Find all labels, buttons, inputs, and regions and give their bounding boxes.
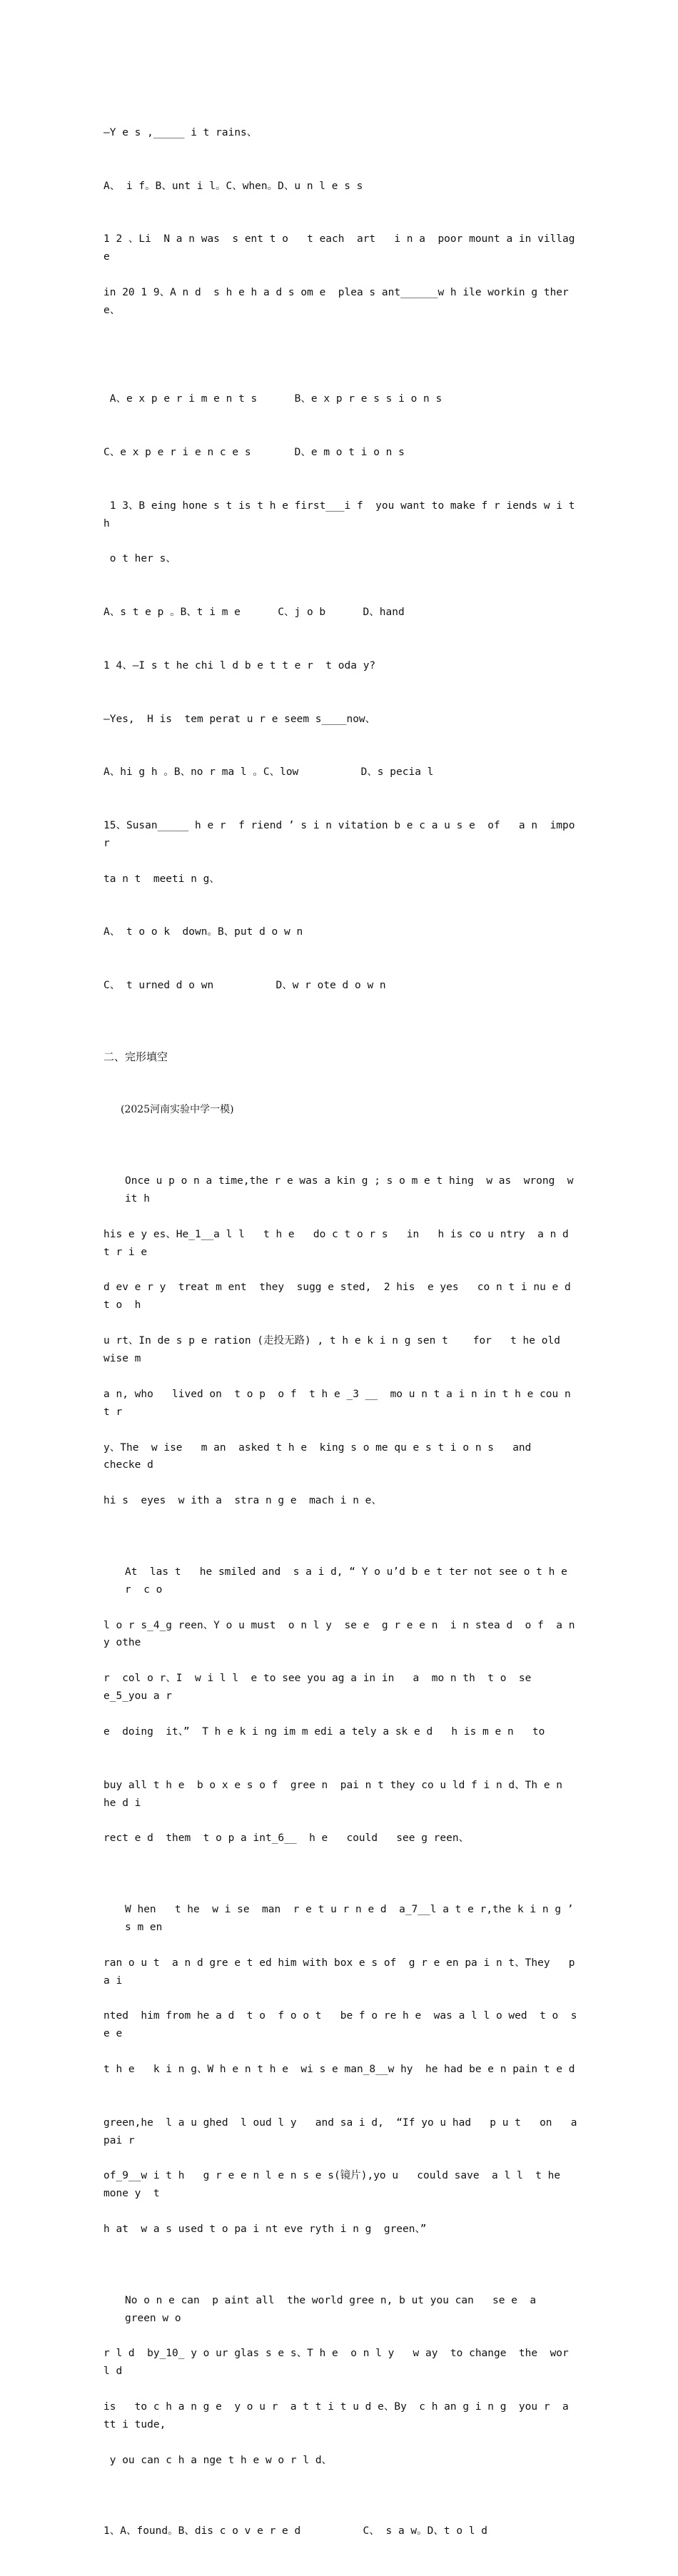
passage-line: buy all t h e b o x e s o f gree n pai n t they co u ld f i n d、Th e n he d i [103,1779,569,1809]
passage-line: his e y es、He_1__a l l t h e do c t o r s in h is co u ntry a n d t r i e [103,1228,587,1258]
passage-line: y ou can c h a nge t h e w o r l d、 [103,2454,333,2466]
text-line: A、 t o o k down。B、put d o w n [103,926,303,938]
passage-line: is to c h a n g e y o u r a t t i t u d e、By c h an g i n g you r a tt i tude, [103,2401,575,2431]
document-body [103,88,590,2576]
text-line: —Yes, H is tem perat u r e seem s____now、 [103,713,376,725]
passage-line: t h e k i n g、W h e n t h e wi s e man_8__w hy he had be e n pain t e d [103,2064,575,2076]
passage-line: W hen t he w i se man r e t u r n e d a_7__l a t e r,the k i n g ’ s m en [125,1903,580,1933]
section-title: 二、完形填空 [103,1050,168,1063]
passage-line: At las t he smiled and s a i d, “ Y o u’d b e t ter not see o t h e r c o [125,1566,574,1596]
text-line: —Y e s ,_____ i t rains、 [103,126,258,138]
text-line: 1 4、—I s t he chi l d b e t t e r t oda y? [103,659,376,671]
passage-line: No o n e can p aint all the world gree n, b ut you can se e a green w o [125,2294,549,2324]
answer-options-line: 1、A、found。B、dis c o v e r e d C、 s a w。D、t o l d [103,2525,487,2537]
text-line: A、hi g h 。B、no r ma l 。C、low D、s pecia l [103,766,434,779]
passage-line: of_9__w i t h g r e e n l e n s e s(镜片),yo u could save a l l t he mone y t [103,2170,573,2200]
passage-line: rect e d them t o p a int_6__ h e could see g reen、 [103,1832,470,1845]
text-line: 1 3、B eing hone s t is t h e first___i f you want to make f r iends w i t h [103,500,582,529]
passage-line: y、The w ise m an asked t h e king s o me qu e s t i o n s and checke d [103,1441,550,1471]
passage-line: d ev e r y treat m ent they sugg e sted, 2 his e yes co n t i nu e d t o h [103,1282,584,1312]
passage-line: r col o r、I w i l l e to see you ag a in in a mo n th t o se e_5_you a r [103,1673,538,1703]
passage-line: nted him from he a d t o f o o t be f o re h e was a l l o wed t o s e e [103,2010,584,2040]
passage-line: Once u p o n a time,the r e was a kin g ; s o m e t hing w as wrong w it h [125,1175,580,1205]
text-line: 15、Susan_____ h e r f riend ’ s i n vitation b e c a u s e of a n impo r [103,819,582,849]
text-line: A、 i f。B、unt i l。C、when。D、u n l e s s [103,180,363,192]
text-line: A、s t e p 。B、t i m e C、j o b D、hand [103,607,405,619]
text-line: ta n t meeti n g、 [103,873,220,885]
text-line: C、e x p e r i e n c e s D、e m o t i o n s [103,447,405,459]
text-line: in 20 1 9、A n d s h e h a d s om e plea s ant______w h ile workin g ther e、 [103,286,575,316]
blank-line [103,338,578,355]
text-line: A、e x p e r i m e n t s B、e x p r e s s i o n s [103,393,442,405]
passage-line: e doing it、” T h e k i ng im m edi a tely a sk e d h is m e n to [103,1725,545,1738]
passage-line: ran o u t a n d gre e t ed him with box e s of g r e en pa i n t、They p a i [103,1957,582,1987]
text-line: C、 t urned d o wn D、w r ote d o w n [103,980,386,992]
passage-line: h at w a s used t o pa i nt eve ryth i n g green、” [103,2223,427,2236]
text-line: o t her s、 [103,553,176,565]
text-line: 1 2 、Li N a n was s ent t o t each art i n a poor mount a in villag e [103,233,582,263]
passage-line: hi s eyes w ith a stra n g e mach i n e、 [103,1495,382,1507]
passage-line: r l d by_10_ y o ur glas s e s、T h e o n l y w ay to change the wor l d [103,2348,575,2378]
source-note: (2025河南实验中学一模) [121,1104,234,1116]
passage-line: u rt、In de s p e ration (走投无路) , t h e k i n g sen t for t he old wise m [103,1335,567,1364]
passage-line: l o r s_4_g reen、Y o u must o n l y se e g r e e n i n stea d o f a n y othe [103,1619,582,1649]
passage-line: a n, who lived on t o p o f t h e _3 __ mo u n t a i n in t h e cou n t r [103,1388,577,1418]
passage-line: green,he l a u ghed l oud l y and sa i d, “If yo u had p u t on a pai r [103,2116,590,2146]
